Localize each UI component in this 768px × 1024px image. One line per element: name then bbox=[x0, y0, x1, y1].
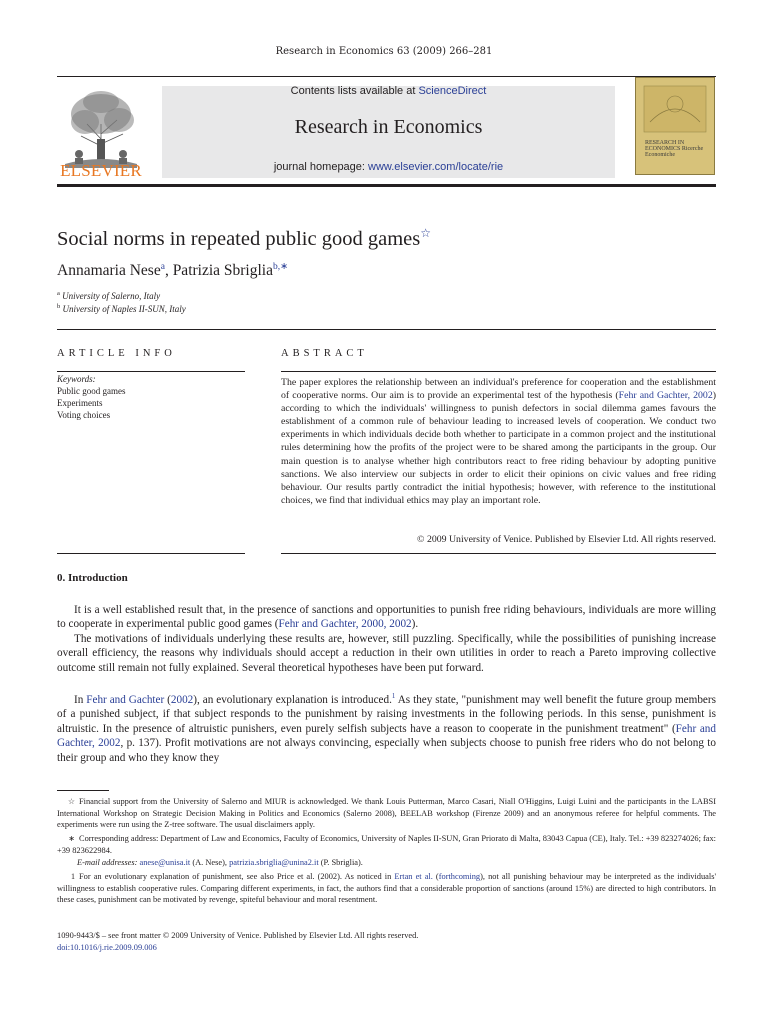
sciencedirect-link[interactable]: ScienceDirect bbox=[418, 85, 487, 97]
keyword: Experiments bbox=[57, 398, 103, 408]
keywords-block bbox=[57, 373, 245, 421]
footnote-mark: ∗ bbox=[68, 834, 75, 843]
article-info-bottom-rule bbox=[57, 553, 245, 554]
affiliation-mark: b bbox=[57, 303, 61, 310]
homepage-line bbox=[162, 161, 615, 173]
running-head: Research in Economics 63 (2009) 266–281 bbox=[275, 46, 493, 57]
abstract-text-part: ) according to which the individuals' willingness to punish defectors in social dilemma games favours the establishment of a common rule of behaviour leading to increased levels of cooperation. We conduct two experiments in which individuals decide both whether to participate in a common project and the institutional rules determining how the profits of the project were to be shared among the participants in the group. Our main question is to analyse whether high contributors react to free riding behaviour by adopting punitive sanctions. We also interview our subjects in order to elicit their opinions on civic values and free riding behaviour. Our results partly contradict the initial hypothesis; however, with reference to the institutional choices, we find that individual ethics may play an important role. bbox=[281, 390, 716, 506]
footnote-text: ( bbox=[432, 872, 439, 881]
abstract-text bbox=[281, 376, 716, 507]
email-owner: (A. Nese), bbox=[190, 858, 230, 867]
author-affiliation-link[interactable]: a bbox=[160, 262, 165, 272]
citation-link[interactable]: Ertan et al. bbox=[394, 872, 433, 881]
header-top-rule bbox=[57, 76, 716, 77]
keyword: Public good games bbox=[57, 386, 126, 396]
footnote-mark: ☆ bbox=[67, 797, 75, 806]
citation-link[interactable]: 2002 bbox=[170, 694, 194, 706]
affiliation-text: University of Naples II-SUN, Italy bbox=[62, 304, 186, 314]
article-title bbox=[57, 226, 431, 251]
body-text: In bbox=[74, 694, 87, 706]
body-text: The motivations of individuals underlying these results are, however, still puzzling. Specifically, while the possibilities of punishing increase overall efficiency, the reasons why individuals should accept a reduction in their own utilities in order to reach a Pareto improving collective outcome still remain not fully explained. Several theoretical hypotheses have been put forward. bbox=[57, 633, 716, 674]
body-paragraph bbox=[57, 632, 716, 675]
footnote-text: ), not all punishing behaviour may be interpreted as the individuals' willingness to establish cooperative rules. Comparing different experiments, in fact, the authors find that a considerable proportion of sanctions (around 15%) are directed to high contributors. In these cases, punishment can be motivated by revenge, spiteful behaviour and moral resentment. bbox=[57, 872, 716, 905]
email-footnote bbox=[57, 857, 716, 869]
journal-title: Research in Economics bbox=[294, 116, 483, 138]
citation-link[interactable]: Fehr and Gachter, 2002 bbox=[618, 390, 713, 402]
footnote bbox=[57, 796, 716, 831]
footnote-mark: 1 bbox=[71, 872, 75, 881]
author-name: Annamaria Nese bbox=[57, 262, 161, 279]
cover-illustration-icon bbox=[636, 82, 714, 138]
email-owner: (P. Sbriglia). bbox=[318, 858, 363, 867]
author-list bbox=[57, 261, 288, 280]
affiliation bbox=[57, 303, 186, 314]
article-info-rule bbox=[57, 371, 245, 372]
footnote bbox=[57, 871, 716, 906]
title-footnote-link[interactable]: ☆ bbox=[420, 226, 431, 240]
abstract-bottom-rule bbox=[281, 553, 716, 554]
citation-link[interactable]: Fehr and Gachter bbox=[86, 694, 165, 706]
body-text: ), an evolutionary explanation is introduced. bbox=[193, 694, 392, 706]
body-paragraph bbox=[57, 689, 716, 765]
email-link[interactable]: anese@unisa.it bbox=[139, 858, 191, 867]
publisher-wordmark: ELSEVIER bbox=[60, 161, 142, 180]
doi-link[interactable]: doi:10.1016/j.rie.2009.09.006 bbox=[57, 943, 157, 952]
journal-homepage-link[interactable]: www.elsevier.com/locate/rie bbox=[368, 161, 504, 173]
abstract-label: ABSTRACT bbox=[281, 348, 368, 359]
issn-line: 1090-9443/$ – see front matter © 2009 University of Venice. Published by Elsevier Ltd. All rights reserved. bbox=[57, 931, 419, 940]
article-info-label: ARTICLE INFO bbox=[57, 348, 176, 359]
footnote-rule bbox=[57, 790, 109, 791]
front-matter-footer bbox=[57, 930, 418, 954]
footnote-link[interactable]: 1 bbox=[391, 692, 396, 700]
email-label: E-mail addresses: bbox=[77, 858, 138, 867]
footnote-text: For an evolutionary explanation of punishment, see also Price et al. (2002). As noticed in bbox=[79, 872, 395, 881]
footnote-text: Financial support from the University of Salerno and MIUR is acknowledged. We thank Louis Putterman, Marco Casari, Niall O'Higgins, Luigi Luini and the participants in the LABSI International Workshop on Strategic Decision Making in Politics and Economics (Salerno 2008), BEELAB workshop (Firenze 2009) and an anonymous referee for helpful comments. The experiments were run using the Z-tree software. The usual disclaimers apply. bbox=[57, 797, 716, 830]
author-name: Patrizia Sbriglia bbox=[172, 262, 273, 279]
body-text: , p. 137). Profit motivations are not always convincing, especially when subjects choose to punish free riders who do not belong to their group and who they know they bbox=[57, 737, 716, 764]
author-separator: , bbox=[164, 262, 173, 279]
author-affiliation-link[interactable]: b,∗ bbox=[272, 262, 289, 272]
contents-prefix: Contents lists available at bbox=[290, 85, 419, 97]
keywords-label: Keywords: bbox=[57, 374, 96, 384]
affiliation-text: University of Salerno, Italy bbox=[62, 291, 161, 301]
journal-cover-thumbnail bbox=[635, 77, 715, 175]
article-title-text: Social norms in repeated public good games bbox=[57, 228, 421, 250]
affiliation-mark: a bbox=[57, 290, 60, 297]
body-text: ). bbox=[411, 618, 419, 631]
citation-link[interactable]: Fehr and Gachter, 2000, 2002 bbox=[278, 618, 412, 631]
body-text: ( bbox=[164, 694, 171, 706]
footnote bbox=[57, 833, 716, 856]
section-heading: 0. Introduction bbox=[57, 572, 128, 584]
header-bottom-rule bbox=[57, 184, 716, 187]
footnote-text: Corresponding address: Department of Law and Economics, Faculty of Economics, University of Naples II-SUN, Gran Priorato di Malta, 83043 Capua (CE), Italy. Tel.: +39 823274026; fax: +39 823622984. bbox=[57, 834, 717, 855]
affiliation bbox=[57, 290, 160, 301]
body-paragraph bbox=[57, 603, 716, 632]
body-text: As they state, "punishment may well benefit the future group members of a punished subject, if that subject responds to the punishment by raising investments in the following periods. In this sense, punishment is altruistic. In the presence of altruistic punishers, even purely selfish subjects have a reason to cooperate in the punishment treatment" ( bbox=[57, 694, 716, 735]
homepage-prefix: journal homepage: bbox=[273, 161, 369, 173]
email-link[interactable]: patrizia.sbriglia@unina2.it bbox=[229, 858, 319, 867]
copyright-line: © 2009 University of Venice. Published by Elsevier Ltd. All rights reserved. bbox=[417, 534, 716, 545]
cover-title: RESEARCH IN ECONOMICS Ricerche Economiche bbox=[645, 140, 704, 158]
citation-link[interactable]: forthcoming bbox=[438, 872, 481, 881]
front-matter-rule bbox=[57, 329, 716, 330]
abstract-text-part: The paper explores the relationship between an individual's preference for cooperation and the establishment of cooperative norms. Our aim is to provide an experimental test of the hypothesis ( bbox=[281, 377, 716, 402]
body-text: It is a well established result that, in the presence of sanctions and opportunities to punish free riding behaviours, individuals are more willing to cooperate in experimental public good games ( bbox=[57, 604, 716, 631]
contents-line bbox=[162, 85, 615, 97]
abstract-rule bbox=[281, 371, 716, 372]
keyword: Voting choices bbox=[57, 410, 111, 420]
citation-link[interactable]: Fehr and Gachter, 2002 bbox=[57, 722, 716, 750]
